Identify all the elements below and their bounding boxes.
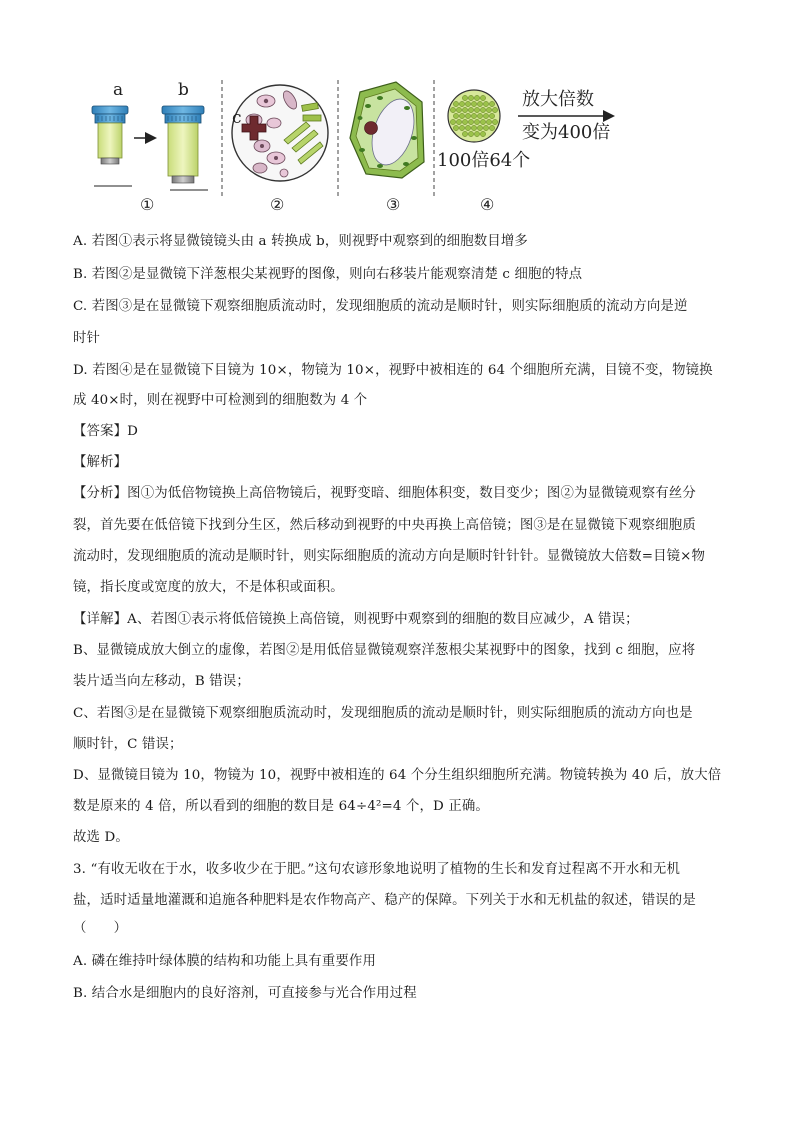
cell-dot <box>450 119 455 124</box>
cell-dot <box>462 131 467 136</box>
panel-4-cell-field <box>437 89 612 214</box>
option-d-line: D. 若图④是在显微镜下目镜为 10×，物镜为 10×，视野中被相连的 64 个细胞所充满，目镜不变，物镜换 <box>73 363 713 378</box>
cell-dot <box>453 101 458 106</box>
answer-line: 【答案】D <box>73 424 139 439</box>
cell-dot <box>486 119 491 124</box>
analysis-heading: 【解析】 <box>73 455 128 470</box>
cell-dot <box>471 113 476 118</box>
option-b-line: B. 若图②是显微镜下洋葱根尖某视野的图像，则向右移装片能观察清楚 c 细胞的特点 <box>73 267 583 282</box>
fig4-text-line1: 放大倍数 <box>522 89 594 110</box>
objective-a-icon <box>92 106 128 164</box>
question-3-option-a: A. 磷在维持叶绿体膜的结构和功能上具有重要作用 <box>73 954 376 969</box>
fig4-text-line3: 100倍64个 <box>437 150 531 171</box>
fig4-text-line2: 变为400倍 <box>522 122 611 143</box>
detail-line-5: 顺时针，C 错误； <box>73 737 183 752</box>
option-a-line: A. 若图①表示将显微镜镜头由 a 转换成 b，则视野中观察到的细胞数目增多 <box>73 234 528 249</box>
cell-dot <box>459 125 464 130</box>
question-3-line-2: 盐，适时适量地灌溉和追施各种肥料是农作物高产、稳产的保障。下列关于水和无机盐的叙述，错误的是 <box>73 893 696 908</box>
cell-dot <box>450 107 455 112</box>
panel-4-number: ④ <box>480 195 495 214</box>
panel-3-plant-cell <box>350 82 424 214</box>
panel-3-number: ③ <box>386 195 401 214</box>
cell-dot <box>462 95 467 100</box>
cell-dot <box>477 101 482 106</box>
cell-dot <box>468 107 473 112</box>
detail-line-1: 【详解】A、若图①表示将低倍镜换上高倍镜，则视野中观察到的细胞的数目应减少，A 错误； <box>73 612 639 627</box>
cell-dot <box>489 113 494 118</box>
panel-1-number: ① <box>140 195 155 214</box>
cell-dot <box>456 107 461 112</box>
question-3-option-b: B. 结合水是细胞内的良好溶剂，可直接参与光合作用过程 <box>73 986 417 1001</box>
option-c-line: C. 若图③是在显微镜下观察细胞质流动时，发现细胞质的流动是顺时针，则实际细胞质的流动方向是逆 <box>73 299 688 314</box>
analysis-line-4: 镜，指长度或宽度的放大，不是体积或面积。 <box>73 580 344 595</box>
cell-dot <box>480 131 485 136</box>
cell-dot <box>468 95 473 100</box>
detail-line-4: C、若图③是在显微镜下观察细胞质流动时，发现细胞质的流动是顺时针，则实际细胞质的流动方向也是 <box>73 706 693 721</box>
panel-2-number: ② <box>270 195 285 214</box>
cell-dot <box>465 125 470 130</box>
cell-dot <box>471 125 476 130</box>
cell-dot <box>477 125 482 130</box>
option-d-line-cont: 成 40×时，则在视野中可检测到的细胞数为 4 个 <box>73 393 368 408</box>
question-3-paren: （ ） <box>73 921 128 936</box>
detail-line-2: B、显微镜成放大倒立的虚像，若图②是用低倍显微镜观察洋葱根尖某视野中的图象，找到 c 细胞，应将 <box>73 643 696 658</box>
cell-dot <box>465 101 470 106</box>
analysis-line-2: 裂，首先要在低倍镜下找到分生区，然后移动到视野的中央再换上高倍镜；图③是在显微镜下观察细胞质 <box>73 518 696 533</box>
cell-dot <box>480 95 485 100</box>
cell-dot <box>468 131 473 136</box>
cell-dot <box>453 125 458 130</box>
cell-dot <box>489 101 494 106</box>
cell-dot <box>453 113 458 118</box>
cell-dot <box>462 119 467 124</box>
question-3-line-1: 3. “有收无收在于水，收多收少在于肥。”这句农谚形象地说明了植物的生长和发育过程离不开水和无机 <box>73 862 681 877</box>
cell-dot <box>474 95 479 100</box>
cell-dot <box>483 113 488 118</box>
cell-dot <box>474 119 479 124</box>
cell-dot <box>477 113 482 118</box>
detail-line-6: D、显微镜目镜为 10，物镜为 10，视野中被相连的 64 个分生组织细胞所充满。物镜转换为 40 后，放大倍 <box>73 768 722 783</box>
detail-line-7: 数是原来的 4 倍，所以看到的细胞的数目是 64÷4²=4 个，D 正确。 <box>73 799 489 814</box>
microscope-figure <box>84 78 624 216</box>
cell-dot <box>465 113 470 118</box>
conclusion-line: 故选 D。 <box>73 830 129 845</box>
cell-dot <box>492 107 497 112</box>
panel-2-root-tip-field <box>232 85 328 214</box>
cell-dot <box>486 107 491 112</box>
cell-dot <box>468 119 473 124</box>
label-b: b <box>178 80 189 100</box>
cell-dot <box>480 119 485 124</box>
objective-b-icon <box>162 106 204 183</box>
label-a: a <box>113 80 124 100</box>
cell-dot <box>492 119 497 124</box>
cell-dot <box>474 107 479 112</box>
cell-dot <box>459 113 464 118</box>
cell-dot <box>474 131 479 136</box>
cell-dot <box>456 119 461 124</box>
cell-dot <box>489 125 494 130</box>
analysis-line-1: 【分析】图①为低倍物镜换上高倍物镜后，视野变暗、细胞体积变，数目变少；图②为显微镜观察有丝分 <box>73 486 696 501</box>
cell-dot <box>462 107 467 112</box>
cell-dot <box>480 107 485 112</box>
cell-dot <box>483 125 488 130</box>
cell-dot <box>483 101 488 106</box>
detail-line-3: 装片适当向左移动，B 错误； <box>73 674 250 689</box>
option-c-line-cont: 时针 <box>73 331 101 346</box>
analysis-line-3: 流动时，发现细胞质的流动是顺时针，则实际细胞质的流动方向是顺时针针针。显微镜放大倍数=目镜×物 <box>73 549 706 564</box>
cell-dot <box>471 101 476 106</box>
cell-dot <box>459 101 464 106</box>
label-c: c <box>232 108 242 128</box>
panel-1-objectives <box>92 80 208 214</box>
